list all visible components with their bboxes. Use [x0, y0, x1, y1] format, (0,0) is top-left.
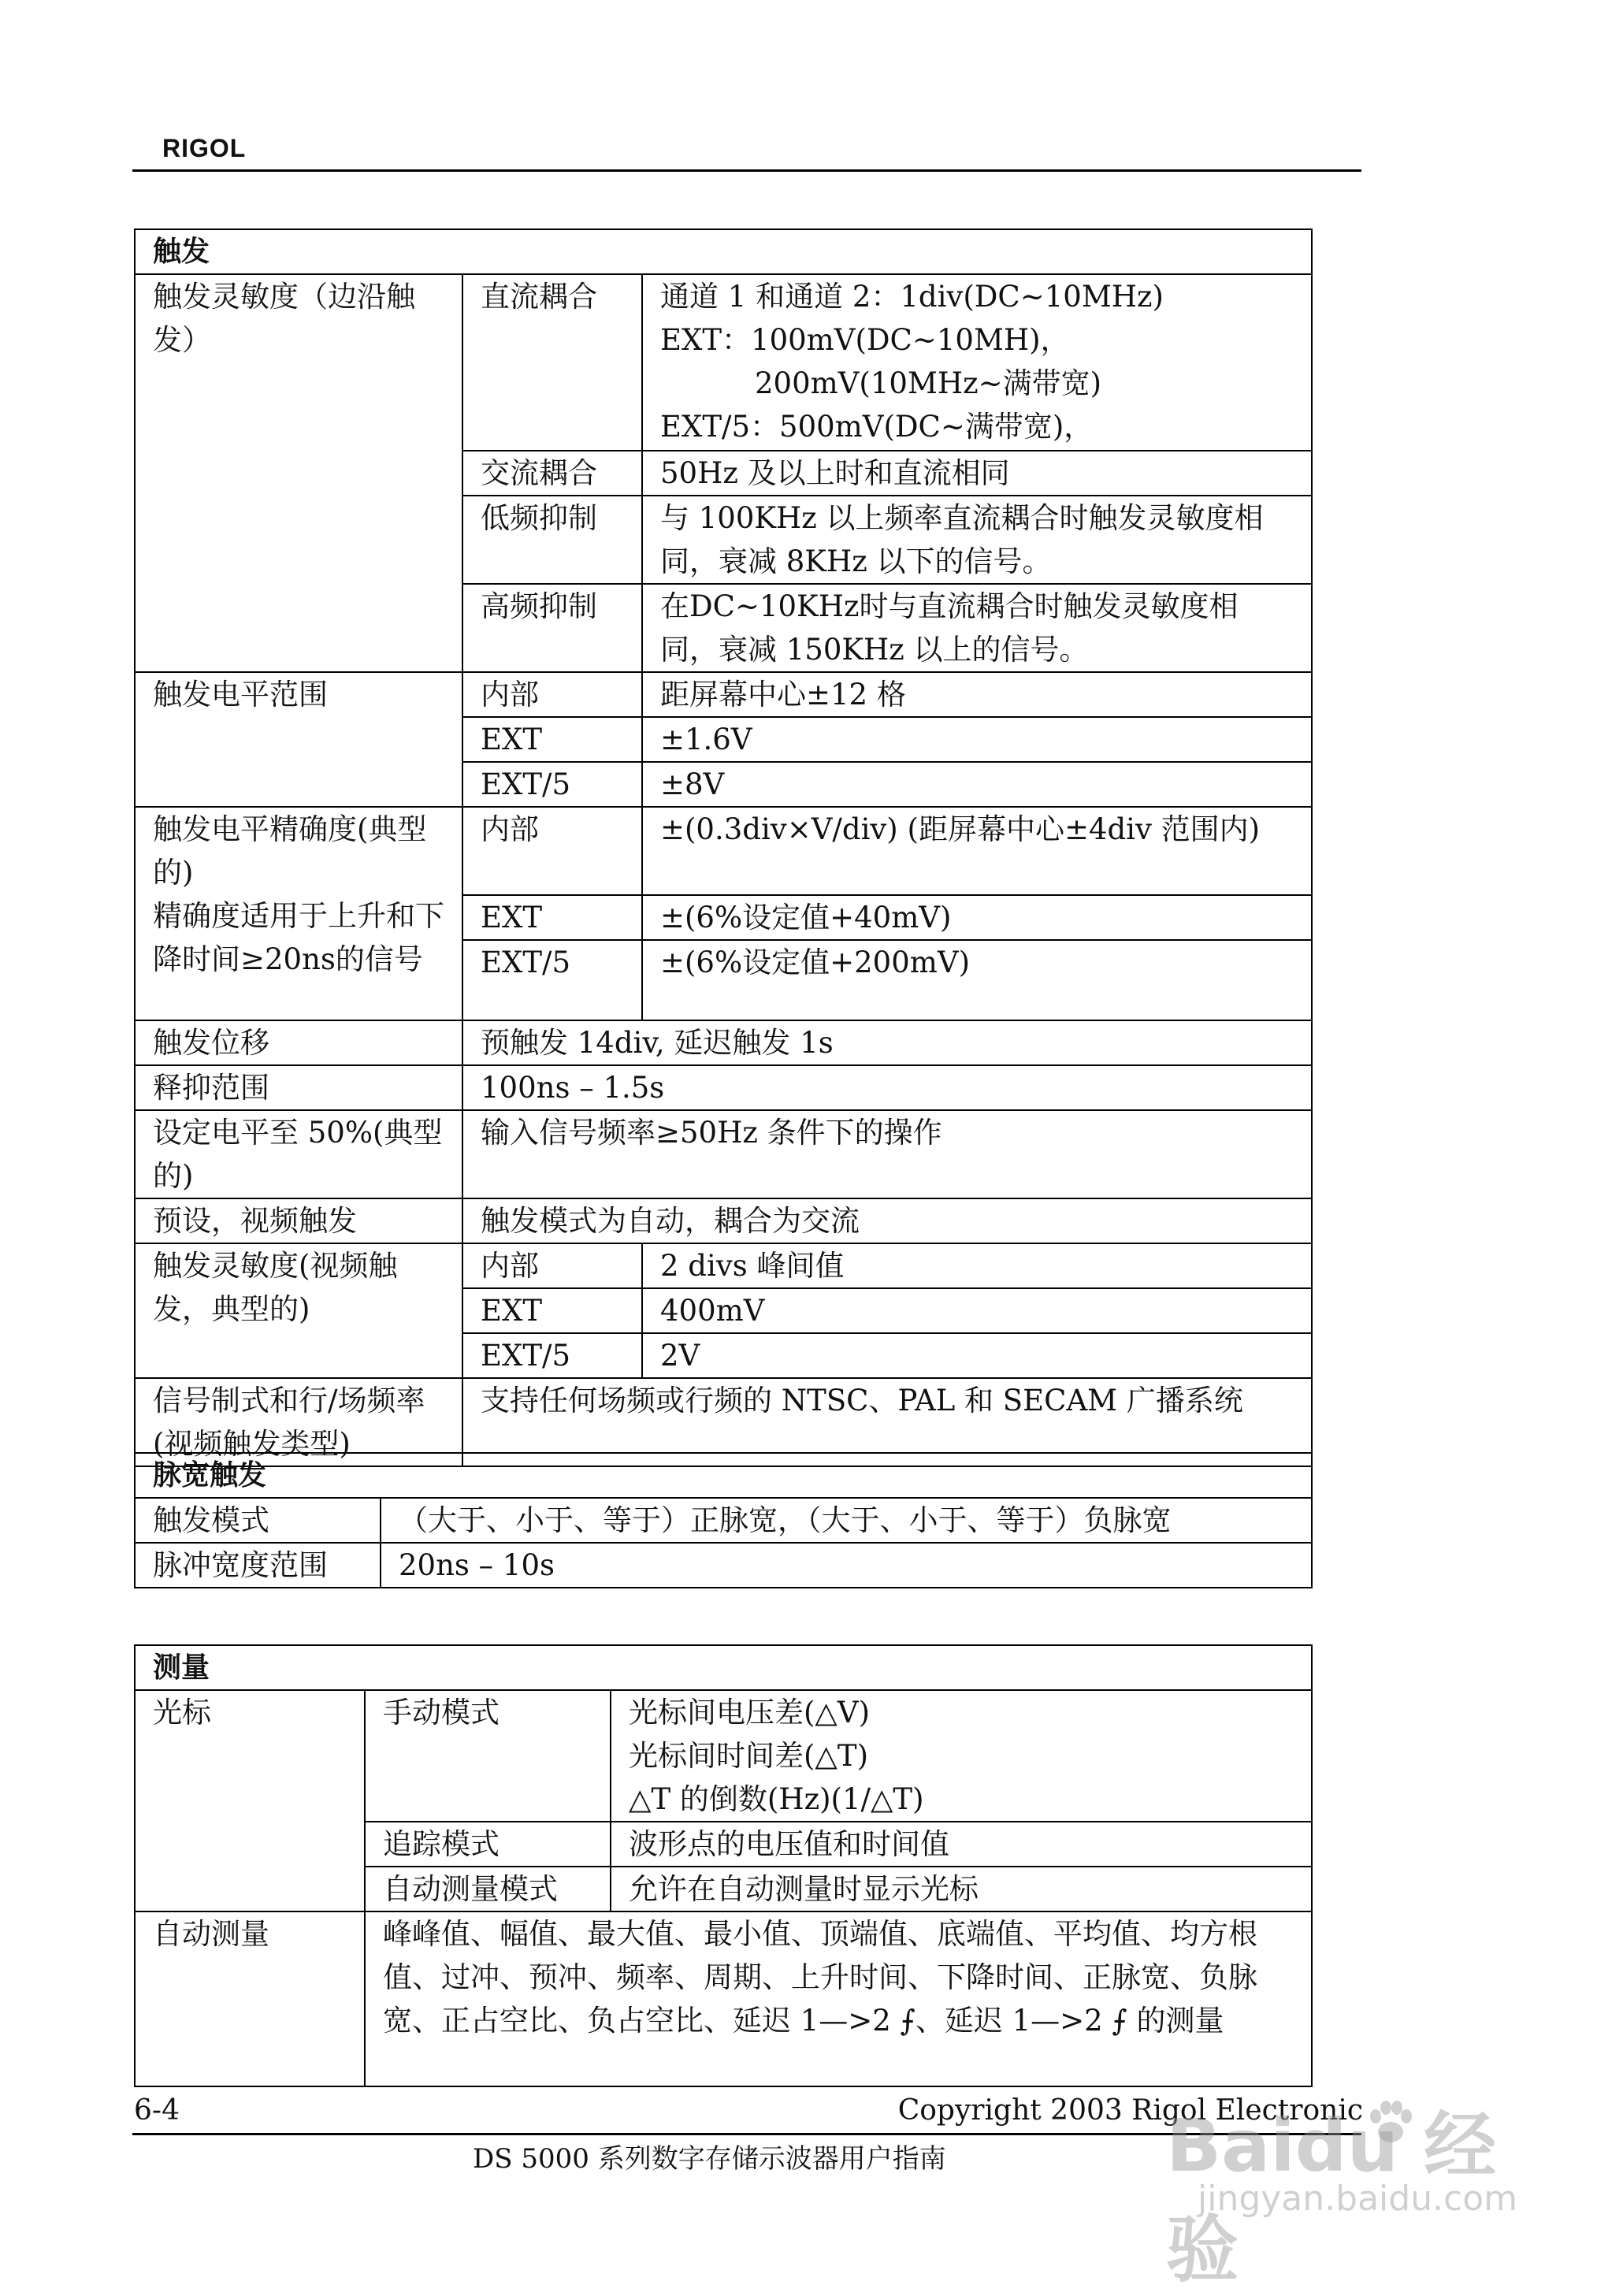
row-value: 预触发 14div, 延迟触发 1s: [462, 1020, 1312, 1065]
row-value: 输入信号频率≥50Hz 条件下的操作: [462, 1110, 1312, 1198]
row-sub-label: EXT: [462, 1288, 642, 1333]
watermark-main: Baidu 经验: [1166, 2104, 1497, 2292]
brand-logo: RIGOL: [162, 134, 247, 162]
row-value: 触发模式为自动，耦合为交流: [462, 1198, 1312, 1243]
section-title: 脉宽触发: [135, 1453, 1312, 1498]
row-value: 20ns – 10s: [381, 1543, 1312, 1588]
row-sub-label: 内部: [462, 672, 642, 717]
row-value: ±(0.3div×V/div) (距屏幕中心±4div 范围内): [642, 807, 1312, 895]
copyright: Copyright 2003 Rigol Electronic: [897, 2094, 1363, 2127]
row-sub-label: EXT/5: [462, 940, 642, 1020]
row-sub-label: 自动测量模式: [365, 1867, 611, 1911]
table-row: [135, 1645, 1312, 1690]
row-value: （大于、小于、等于）正脉宽，（大于、小于、等于）负脉宽: [381, 1498, 1312, 1543]
row-label: 触发位移: [135, 1020, 462, 1065]
table-row: [135, 1243, 1312, 1288]
row-value: 支持任何场频或行频的 NTSC、PAL 和 SECAM 广播系统: [462, 1378, 1312, 1466]
row-value: 允许在自动测量时显示光标: [611, 1867, 1312, 1911]
row-sub-label: 追踪模式: [365, 1822, 611, 1867]
row-sub-label: 高频抑制: [462, 584, 642, 672]
row-label: 触发灵敏度（边沿触发）: [135, 274, 462, 672]
row-label: 触发电平精确度(典型的) 精确度适用于上升和下降时间≥20ns的信号: [135, 807, 462, 1020]
trigger-table: [134, 228, 1313, 1467]
table-row: [135, 672, 1312, 717]
row-sub-label: 内部: [462, 807, 642, 895]
row-label: 释抑范围: [135, 1065, 462, 1110]
row-value: 在DC~10KHz时与直流耦合时触发灵敏度相同，衰减 150KHz 以上的信号。: [642, 584, 1312, 672]
row-label: 触发灵敏度(视频触发，典型的): [135, 1243, 462, 1378]
row-value: 2 divs 峰间值: [642, 1243, 1312, 1288]
row-label: 光标: [135, 1690, 365, 1911]
watermark: [1150, 2064, 1560, 2292]
measure-table: [134, 1644, 1313, 2087]
row-value: ±1.6V: [642, 717, 1312, 762]
row-value: ±8V: [642, 762, 1312, 807]
row-value: 光标间电压差(△V) 光标间时间差(△T) △T 的倒数(Hz)(1/△T): [611, 1690, 1312, 1822]
row-label: 自动测量: [135, 1911, 365, 2086]
page-number: 6-4: [134, 2094, 180, 2127]
table-row: [135, 1020, 1312, 1065]
row-value: 波形点的电压值和时间值: [611, 1822, 1312, 1867]
table-row: [135, 1065, 1312, 1110]
pulse-table: [134, 1452, 1313, 1588]
table-row: [135, 1911, 1312, 2086]
watermark-sub: jingyan.baidu.com: [1198, 2179, 1518, 2219]
row-value: 400mV: [642, 1288, 1312, 1333]
table-row: [135, 807, 1312, 895]
table-row: [135, 1498, 1312, 1543]
row-value: 100ns – 1.5s: [462, 1065, 1312, 1110]
table-row: [135, 274, 1312, 451]
table-row: [135, 1543, 1312, 1588]
table-row: [135, 1198, 1312, 1243]
row-sub-label: 内部: [462, 1243, 642, 1288]
doc-title: DS 5000 系列数字存储示波器用户指南: [473, 2143, 946, 2175]
row-value: 50Hz 及以上时和直流相同: [642, 451, 1312, 496]
row-value: 通道 1 和通道 2：1div(DC~10MHz) EXT：100mV(DC~10MH)， 200mV(10MHz~满带宽) EXT/5：500mV(DC~满带宽)，: [642, 274, 1312, 451]
row-value: 峰峰值、幅值、最大值、最小值、顶端值、底端值、平均值、均方根值、过冲、预冲、频率、周期、上升时间、下降时间、正脉宽、负脉宽、正占空比、负占空比、延迟 1—>2 ⨍、延迟 1—>2 ⨍ 的测量: [365, 1911, 1312, 2086]
row-value: 与 100KHz 以上频率直流耦合时触发灵敏度相同，衰减 8KHz 以下的信号。: [642, 496, 1312, 584]
row-label: 信号制式和行/场频率(视频触发类型): [135, 1378, 462, 1466]
row-sub-label: EXT/5: [462, 762, 642, 807]
row-value: ±(6%设定值+200mV): [642, 940, 1312, 1020]
row-sub-label: 低频抑制: [462, 496, 642, 584]
row-label: 脉冲宽度范围: [135, 1543, 381, 1588]
row-label: 预设，视频触发: [135, 1198, 462, 1243]
row-value: 2V: [642, 1333, 1312, 1378]
table-row: [135, 1690, 1312, 1822]
row-value: 距屏幕中心±12 格: [642, 672, 1312, 717]
row-sub-label: 交流耦合: [462, 451, 642, 496]
row-sub-label: EXT: [462, 895, 642, 940]
section-title: 测量: [135, 1645, 1312, 1690]
row-sub-label: EXT: [462, 717, 642, 762]
row-sub-label: 手动模式: [365, 1690, 611, 1822]
row-sub-label: EXT/5: [462, 1333, 642, 1378]
table-row: [135, 1453, 1312, 1498]
table-row: [135, 1110, 1312, 1198]
row-label: 触发模式: [135, 1498, 381, 1543]
row-label: 设定电平至 50%(典型的): [135, 1110, 462, 1198]
row-sub-label: 直流耦合: [462, 274, 642, 451]
section-title: 触发: [135, 229, 1312, 274]
table-row: [135, 229, 1312, 274]
header-rule: [132, 169, 1361, 172]
row-label: 触发电平范围: [135, 672, 462, 807]
row-value: ±(6%设定值+40mV): [642, 895, 1312, 940]
